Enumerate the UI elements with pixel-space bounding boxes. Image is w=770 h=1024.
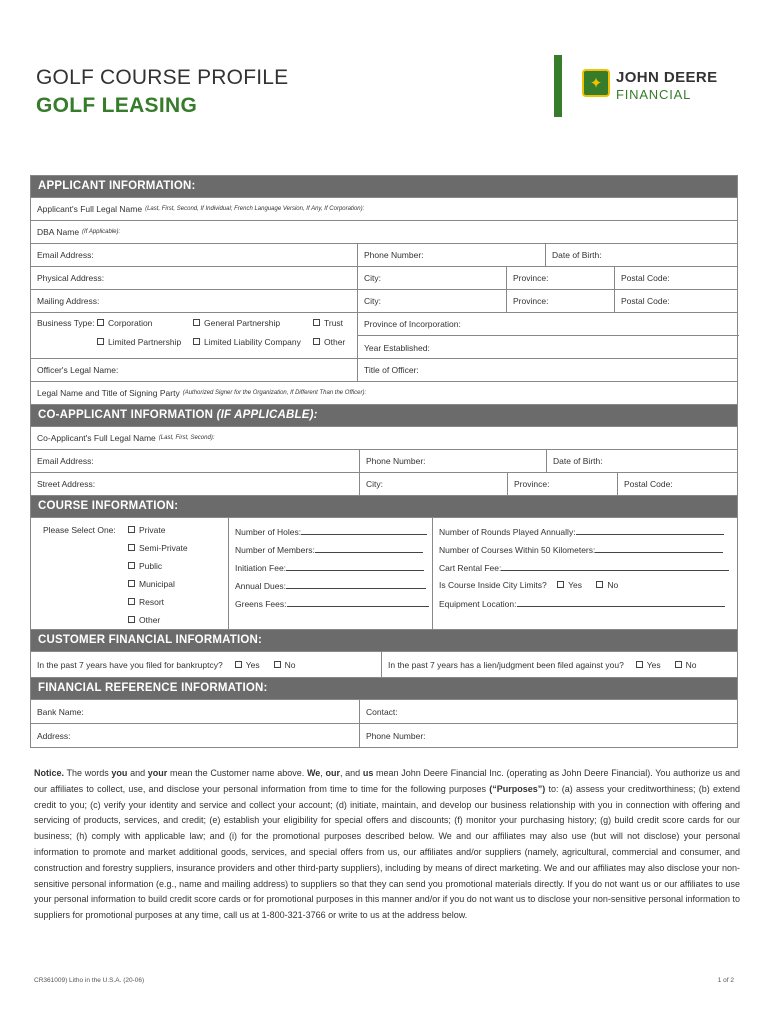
course-option-label: Private: [139, 525, 166, 535]
dba-label: DBA Name: [37, 227, 80, 237]
co-applicant-city-field[interactable]: [359, 473, 507, 495]
course-option-label: Municipal: [139, 579, 175, 589]
courses50-field[interactable]: [439, 544, 723, 555]
officer-row: [31, 359, 737, 382]
mailing-city-field[interactable]: [357, 290, 506, 312]
checkbox-icon[interactable]: [128, 544, 135, 551]
dob-label: Date of Birth:: [553, 456, 603, 466]
city-limits-yes[interactable]: [557, 580, 582, 590]
checkbox-icon[interactable]: [128, 616, 135, 623]
city-limits-label: Is Course Inside City Limits?: [439, 580, 547, 590]
dues-label: Annual Dues:: [235, 581, 287, 591]
fill-line: [286, 562, 424, 571]
mailing-address-field[interactable]: [31, 290, 357, 312]
holes-label: Number of Holes:: [235, 527, 302, 537]
postal-label: Postal Code:: [621, 296, 670, 306]
notice-we: We: [306, 768, 321, 778]
checkbox-icon[interactable]: [128, 580, 135, 587]
fill-line: [517, 598, 725, 607]
notice-text: mean John Deere Financial Inc. (operating as John Deere Financial). You authorize us and our affiliates to collect, use, and disclose your personal information from time to time for the following purposes: [34, 768, 741, 794]
notice-text: mean the Customer name above.: [167, 768, 307, 778]
bankruptcy-no[interactable]: [274, 660, 296, 670]
course-option-label: Semi-Private: [139, 543, 188, 553]
postal-label: Postal Code:: [624, 479, 673, 489]
street-label: Street Address:: [37, 479, 96, 489]
mailing-postal-field[interactable]: [614, 290, 739, 312]
footer-form-code: CR361009) Litho in the U.S.A. (20-06): [34, 977, 145, 984]
course-option-private[interactable]: [128, 525, 165, 535]
physical-city-field[interactable]: [357, 267, 506, 289]
co-applicant-header-note: (IF APPLICABLE):: [216, 409, 318, 421]
phone-label: Phone Number:: [366, 456, 426, 466]
bank-name-field[interactable]: [31, 700, 359, 723]
co-applicant-name-row: [31, 427, 737, 450]
checkbox-icon[interactable]: [97, 319, 104, 326]
yes-label: Yes: [646, 659, 661, 670]
course-option-municipal[interactable]: [128, 579, 175, 589]
course-option-public[interactable]: [128, 561, 162, 571]
equipment-label: Equipment Location:: [439, 599, 517, 609]
bankruptcy-label: In the past 7 years have you filed for bankruptcy?: [37, 659, 223, 670]
co-applicant-email-field[interactable]: [31, 450, 359, 472]
lien-no[interactable]: [675, 660, 697, 670]
initiation-label: Initiation Fee:: [235, 563, 287, 573]
checkbox-icon[interactable]: [128, 526, 135, 533]
co-applicant-header-text: CO-APPLICANT INFORMATION: [38, 409, 214, 421]
business-type-row: [31, 313, 737, 359]
fill-line: [501, 562, 729, 571]
initiation-field[interactable]: [235, 562, 424, 573]
bankruptcy-yes[interactable]: [235, 660, 260, 670]
lien-field: [381, 652, 739, 677]
co-applicant-name-field[interactable]: [31, 427, 739, 449]
applicant-email-field[interactable]: [31, 244, 357, 266]
co-applicant-name-note: (Last, First, Second):: [158, 435, 215, 441]
checkbox-icon[interactable]: [193, 338, 200, 345]
course-section-header: COURSE INFORMATION:: [31, 496, 737, 518]
mailing-address-label: Mailing Address:: [37, 296, 100, 306]
physical-address-row: [31, 267, 737, 290]
fill-line: [576, 526, 724, 535]
option-limited-label: Limited Partnership: [108, 337, 182, 347]
option-corporation-label: Corporation: [108, 318, 153, 328]
customer-financial-section-header: CUSTOMER FINANCIAL INFORMATION:: [31, 630, 737, 652]
bank-row: [31, 700, 737, 724]
applicant-dob-field[interactable]: [545, 244, 739, 266]
bank-address-field[interactable]: [31, 724, 359, 747]
dba-row: [31, 221, 737, 244]
physical-address-label: Physical Address:: [37, 273, 105, 283]
officer-name-label: Officer's Legal Name:: [37, 365, 119, 375]
option-trust-label: Trust: [324, 318, 344, 328]
notice-you: you: [111, 768, 128, 778]
course-option-other[interactable]: [128, 615, 160, 625]
notice-text: , and: [339, 768, 363, 778]
co-applicant-section-header: [31, 405, 737, 427]
dob-label: Date of Birth:: [552, 250, 602, 260]
option-limited-partnership[interactable]: [97, 337, 181, 347]
yes-label: Yes: [568, 580, 582, 590]
courses50-label: Number of Courses Within 50 Kilometers:: [439, 545, 596, 555]
checkbox-icon[interactable]: [557, 581, 564, 588]
signing-party-field[interactable]: [31, 382, 739, 404]
course-stats-cell: [432, 518, 739, 629]
dba-note: (If Applicable):: [82, 229, 121, 235]
logo-bar: [554, 55, 562, 117]
option-trust[interactable]: [313, 318, 343, 328]
bank-address-row: [31, 724, 737, 748]
city-label: City:: [364, 273, 381, 283]
applicant-name-row: [31, 198, 737, 221]
notice-label: Notice.: [34, 768, 65, 778]
cart-label: Cart Rental Fee:: [439, 563, 502, 573]
phone-label: Phone Number:: [364, 250, 424, 260]
no-label: No: [607, 580, 619, 590]
phone-label: Phone Number:: [366, 730, 426, 741]
holes-field[interactable]: [235, 526, 427, 537]
option-other[interactable]: [313, 337, 345, 347]
province-label: Province:: [513, 296, 549, 306]
course-option-label: Resort: [139, 597, 165, 607]
course-info-row: [31, 518, 737, 630]
checkbox-icon[interactable]: [97, 338, 104, 345]
course-option-resort[interactable]: [128, 597, 164, 607]
course-select-label: Please Select One:: [43, 525, 116, 535]
no-label: No: [685, 659, 697, 670]
logo-sub: FINANCIAL: [616, 87, 692, 102]
applicant-name-note: (Last, First, Second, If Individual; French Language Version, If Any, If Corporation):: [145, 206, 365, 212]
page-title: GOLF COURSE PROFILE: [36, 66, 289, 89]
bankruptcy-field: [31, 652, 381, 677]
option-corporation[interactable]: [97, 318, 152, 328]
deer-icon: ✦: [582, 69, 610, 97]
co-applicant-street-field[interactable]: [31, 473, 359, 495]
notice-text: The words: [64, 768, 112, 778]
applicant-contact-row: [31, 244, 737, 267]
option-llc-label: Limited Liability Company: [204, 337, 301, 347]
address-label: Address:: [37, 730, 71, 741]
year-established-field[interactable]: [357, 336, 739, 359]
co-applicant-postal-field[interactable]: [617, 473, 739, 495]
bank-phone-field[interactable]: [359, 724, 739, 747]
notice-our: our: [325, 768, 340, 778]
lien-yes[interactable]: [636, 660, 661, 670]
signing-party-label: Legal Name and Title of Signing Party: [37, 388, 180, 398]
notice-text: to: (a) assess your creditworthiness; (b) extend credit to you; (c) verify your identity and service and collect your account; (d) initiate, maintain, and develop our business relationship with you in connection with offering and servicing of products, services, and credit; (e) establish your eligibility for special offers and discounts; (f) monitor your purchasing history; (g) build credit score cards for our business; (h) comply with applicable law; and (i) for the promotional purposes described below. We and our affiliates may also use (but will not disclose) your personal information to promote and market additional goods, services, and special offers from us, our affiliates and/or suppliers (namely, agricultural, commercial and consumer, and construction and forestry suppliers, insurance providers and other third-party suppliers), including by means of direct marketing. We and our affiliates may also disclose your non-sensitive personal information (e.g., name and mailing address) to suppliers so that they can send you promotional materials directly. If you do not want us or our affiliates to use your personal information to build credit score cards or for promotional purposes in this manner and/or if you do not want us to disclose your non-sensitive personal information to suppliers for promotional purposes at any time, call us at 1-800-321-3766 or write to us at the address below.: [34, 783, 740, 921]
greens-label: Greens Fees:: [235, 599, 287, 609]
course-option-label: Other: [139, 615, 161, 625]
greens-field[interactable]: [235, 598, 429, 609]
co-applicant-name-label: Co-Applicant's Full Legal Name: [37, 433, 156, 443]
co-applicant-dob-field[interactable]: [546, 450, 739, 472]
applicant-name-label: Applicant's Full Legal Name: [37, 204, 143, 214]
physical-address-field[interactable]: [31, 267, 357, 289]
notice-text: and: [127, 768, 148, 778]
course-option-semi-private[interactable]: [128, 543, 188, 553]
co-applicant-phone-field[interactable]: [359, 450, 546, 472]
applicant-name-field[interactable]: [31, 198, 739, 220]
checkbox-icon[interactable]: [274, 661, 281, 668]
john-deere-logo: [554, 55, 734, 117]
checkbox-icon[interactable]: [596, 581, 603, 588]
signing-party-note: (Authorized Signer for the Organization, If Different Than the Officer):: [182, 390, 367, 396]
bank-contact-field[interactable]: [359, 700, 739, 723]
applicant-phone-field[interactable]: [357, 244, 545, 266]
mailing-address-row: [31, 290, 737, 313]
option-general-label: General Partnership: [204, 318, 281, 328]
cart-field[interactable]: [439, 562, 729, 573]
business-type-cell: [31, 313, 357, 358]
financial-reference-section-header: FINANCIAL REFERENCE INFORMATION:: [31, 678, 737, 700]
fill-line: [287, 598, 429, 607]
option-llc[interactable]: [193, 337, 301, 347]
postal-label: Postal Code:: [621, 273, 670, 283]
course-fees-cell: [228, 518, 432, 629]
fill-line: [286, 580, 426, 589]
city-label: City:: [366, 479, 383, 489]
checkbox-icon[interactable]: [128, 598, 135, 605]
fill-line: [301, 526, 427, 535]
checkbox-icon[interactable]: [235, 661, 242, 668]
officer-title-label: Title of Officer:: [364, 365, 419, 375]
members-field[interactable]: [235, 544, 423, 555]
privacy-notice: [34, 766, 740, 924]
golf-profile-form: [30, 175, 738, 748]
equipment-field[interactable]: [439, 598, 725, 609]
province-label: Province:: [514, 479, 550, 489]
physical-province-field[interactable]: [506, 267, 614, 289]
checkbox-icon[interactable]: [128, 562, 135, 569]
bank-name-label: Bank Name:: [37, 706, 84, 717]
checkbox-icon[interactable]: [313, 319, 320, 326]
contact-label: Contact:: [366, 706, 398, 717]
customer-financial-row: [31, 652, 737, 678]
lien-label: In the past 7 years has a lien/judgment been filed against you?: [388, 659, 624, 670]
co-applicant-contact-row: [31, 450, 737, 473]
fill-line: [595, 544, 723, 553]
checkbox-icon[interactable]: [193, 319, 200, 326]
co-applicant-address-row: [31, 473, 737, 496]
yes-label: Yes: [245, 659, 260, 670]
course-type-cell: [31, 518, 228, 629]
notice-us: us: [362, 768, 374, 778]
notice-your: your: [147, 768, 168, 778]
signing-party-row: [31, 382, 737, 405]
option-general-partnership[interactable]: [193, 318, 280, 328]
officer-name-field[interactable]: [31, 359, 357, 381]
notice-purposes: (“Purposes”): [489, 783, 546, 794]
checkbox-icon[interactable]: [675, 661, 682, 668]
footer-page-number: 1 of 2: [717, 977, 734, 984]
officer-title-field[interactable]: [357, 359, 739, 381]
mailing-province-field[interactable]: [506, 290, 614, 312]
city-limits-no[interactable]: [596, 580, 618, 590]
notice-text: ,: [320, 768, 326, 778]
members-label: Number of Members:: [235, 545, 315, 555]
city-label: City:: [364, 296, 381, 306]
city-limits-field: [439, 580, 618, 590]
email-label: Email Address:: [37, 456, 94, 466]
fill-line: [315, 544, 423, 553]
checkbox-icon[interactable]: [636, 661, 643, 668]
dues-field[interactable]: [235, 580, 426, 591]
page-subtitle: GOLF LEASING: [36, 94, 198, 117]
co-applicant-province-field[interactable]: [507, 473, 617, 495]
checkbox-icon[interactable]: [313, 338, 320, 345]
no-label: No: [284, 659, 296, 670]
physical-postal-field[interactable]: [614, 267, 739, 289]
province-incorporation-field[interactable]: [357, 313, 739, 336]
province-label: Province:: [513, 273, 549, 283]
email-label: Email Address:: [37, 250, 94, 260]
dba-field[interactable]: [31, 221, 739, 243]
option-other-label: Other: [324, 337, 346, 347]
business-type-label: Business Type:: [37, 318, 95, 328]
logo-name: JOHN DEERE: [616, 69, 718, 86]
rounds-label: Number of Rounds Played Annually:: [439, 527, 576, 537]
course-option-label: Public: [139, 561, 163, 571]
rounds-field[interactable]: [439, 526, 724, 537]
year-established-label: Year Established:: [364, 342, 430, 353]
province-incorporation-label: Province of Incorporation:: [364, 319, 461, 329]
applicant-section-header: APPLICANT INFORMATION:: [31, 176, 737, 198]
